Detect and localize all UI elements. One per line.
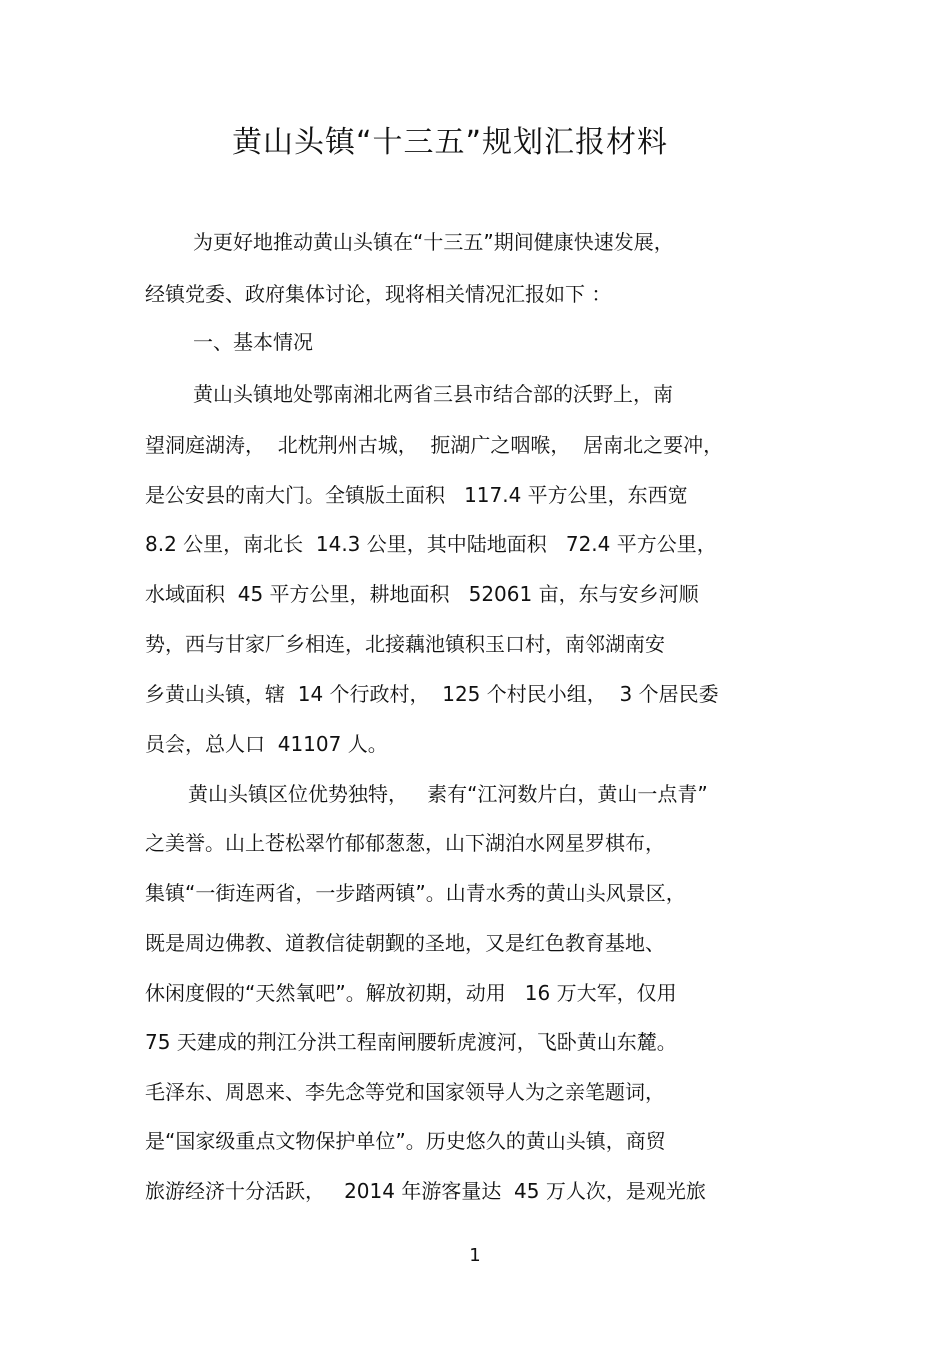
document-title: 黄山头镇“十三五”规划汇报材料 bbox=[231, 125, 669, 160]
paragraph-line: 8.2 公里，南北长 14.3 公里，其中陆地面积 72.4 平方公里， bbox=[145, 532, 717, 556]
paragraph-line: 旅游经济十分活跃， 2014 年游客量达 45 万人次，是观光旅 bbox=[145, 1179, 706, 1203]
paragraph-line: 黄山头镇地处鄂南湘北两省三县市结合部的沃野上，南 bbox=[193, 382, 673, 406]
paragraph-line: 休闲度假的“天然氧吧”。解放初期，动用 16 万大军，仅用 bbox=[145, 981, 677, 1005]
paragraph-line: 既是周边佛教、道教信徒朝觐的圣地，又是红色教育基地、 bbox=[145, 931, 665, 955]
paragraph-line: 之美誉。山上苍松翠竹郁郁葱葱，山下湖泊水网星罗棋布， bbox=[145, 831, 665, 855]
paragraph-line: 集镇“一街连两省，一步踏两镇”。山青水秀的黄山头风景区， bbox=[145, 881, 686, 905]
paragraph-line: 毛泽东、周恩来、李先念等党和国家领导人为之亲笔题词， bbox=[145, 1080, 665, 1104]
paragraph-line: 乡黄山头镇，辖 14 个行政村， 125 个村民小组， 3 个居民委 bbox=[145, 682, 719, 706]
section-heading: 一、基本情况 bbox=[193, 330, 313, 354]
paragraph-line: 经镇党委、政府集体讨论，现将相关情况汇报如下 ： bbox=[145, 282, 612, 306]
paragraph-line: 黄山头镇区位优势独特， 素有“江河数片白，黄山一点青” bbox=[188, 782, 708, 806]
paragraph-line: 75 天建成的荆江分洪工程南闸腰斩虎渡河，飞卧黄山东麓。 bbox=[145, 1030, 677, 1054]
paragraph-line: 是公安县的南大门。全镇版土面积 117.4 平方公里，东西宽 bbox=[145, 483, 688, 507]
paragraph-line: 员会，总人口 41107 人。 bbox=[145, 732, 388, 756]
page-number: 1 bbox=[469, 1245, 481, 1266]
paragraph-line: 势，西与甘家厂乡相连，北接藕池镇积玉口村，南邻湖南安 bbox=[145, 632, 665, 656]
paragraph-line: 为更好地推动黄山头镇在“十三五”期间健康快速发展， bbox=[193, 230, 674, 254]
paragraph-line: 水域面积 45 平方公里，耕地面积 52061 亩，东与安乡河顺 bbox=[145, 582, 699, 606]
paragraph-line: 是“国家级重点文物保护单位”。历史悠久的黄山头镇，商贸 bbox=[145, 1129, 666, 1153]
paragraph-line: 望洞庭湖涛， 北枕荆州古城， 扼湖广之咽喉， 居南北之要冲， bbox=[145, 433, 724, 457]
